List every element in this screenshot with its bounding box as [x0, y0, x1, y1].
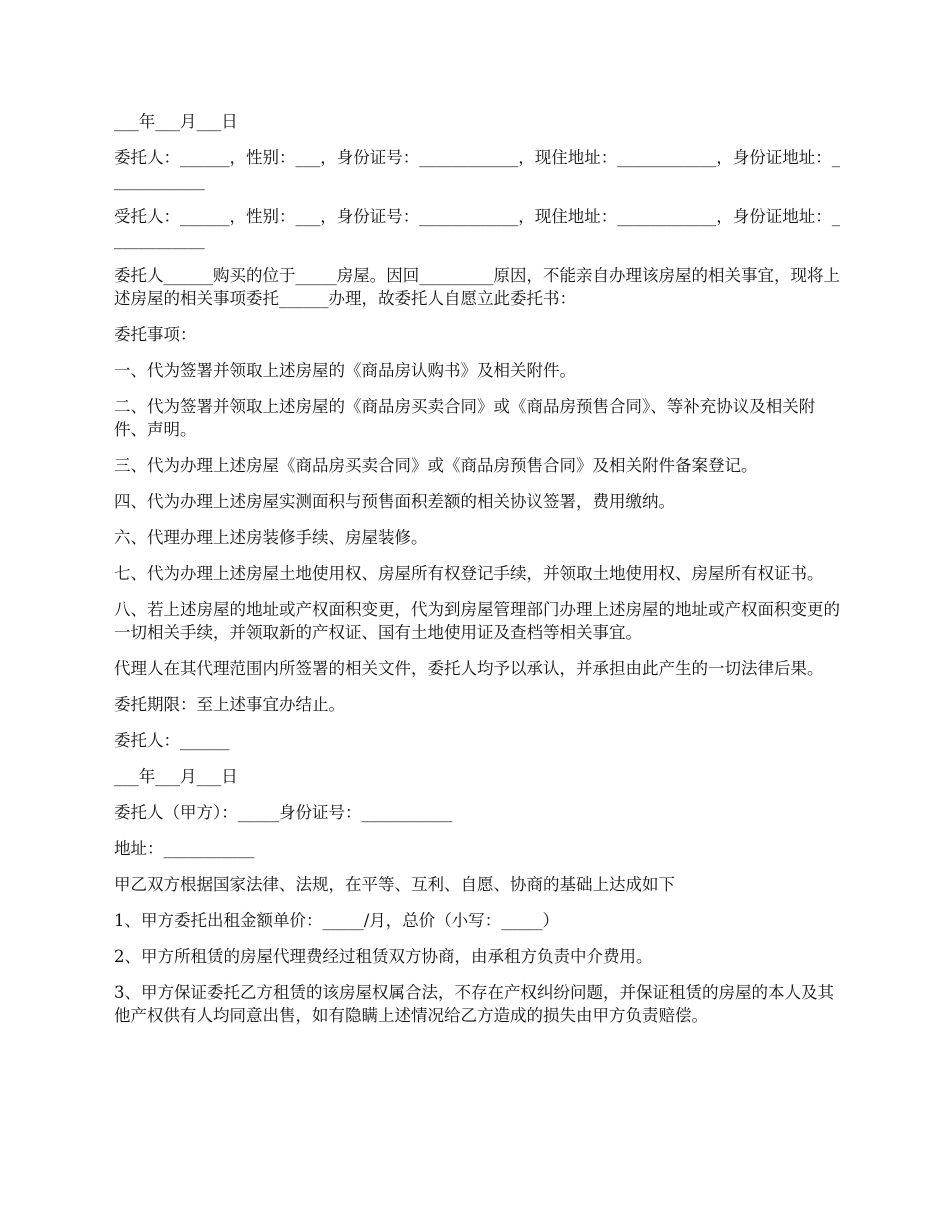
- entrustment-statement: 委托人______购买的位于_____房屋。因回_________原因，不能亲自办理该房屋的相关事宜，现将上述房屋的相关事项委托______办理，故委托人自愿立此委托书：: [114, 266, 840, 308]
- agreement-preamble: 甲乙双方根据国家法律、法规，在平等、互利、自愿、协商的基础上达成如下: [114, 875, 675, 894]
- address-line: 地址：___________: [114, 839, 255, 858]
- matter-item-4: 四、代为办理上述房屋实测面积与预售面积差额的相关协议签署，费用缴纳。: [114, 492, 675, 511]
- agent-info: 受托人：______，性别：___，身份证号：____________，现住地址：____________，身份证地址：____________: [114, 207, 840, 249]
- acknowledgement-clause: 代理人在其代理范围内所签署的相关文件，委托人均予以承认，并承担由此产生的一切法律后果。: [114, 659, 824, 678]
- matters-heading: 委托事项：: [114, 325, 197, 344]
- matter-item-1: 一、代为签署并领取上述房屋的《商品房认购书》及相关附件。: [114, 361, 576, 380]
- signature-date-line: ___年___月___日: [114, 767, 238, 786]
- document-body: [114, 110, 840, 1040]
- entrustment-period: 委托期限：至上述事宜办结止。: [114, 695, 345, 714]
- matter-item-6: 六、代理办理上述房装修手续、房屋装修。: [114, 528, 428, 547]
- date-line: ___年___月___日: [114, 112, 238, 131]
- principal-info: 委托人：______，性别：___，身份证号：____________，现住地址：____________，身份证地址：____________: [114, 148, 840, 190]
- matter-item-3: 三、代为办理上述房屋《商品房买卖合同》或《商品房预售合同》及相关附件备案登记。: [114, 456, 758, 475]
- matter-item-2: 二、代为签署并领取上述房屋的《商品房买卖合同》或《商品房预售合同》、等补充协议及相关附件、声明。: [114, 397, 816, 439]
- principal-signature: 委托人：______: [114, 731, 230, 750]
- clause-2: 2、甲方所租赁的房屋代理费经过租赁双方协商，由承租方负责中介费用。: [114, 947, 653, 966]
- matter-item-8: 八、若上述房屋的地址或产权面积变更，代为到房屋管理部门办理上述房屋的地址或产权面积变更的一切相关手续，并领取新的产权证、国有土地使用证及查档等相关事宜。: [114, 600, 840, 642]
- clause-3: 3、甲方保证委托乙方租赁的该房屋权属合法，不存在产权纠纷问题，并保证租赁的房屋的本人及其他产权供有人均同意出售，如有隐瞒上述情况给乙方造成的损失由甲方负责赔偿。: [114, 983, 834, 1025]
- clause-1: 1、甲方委托出租金额单价：_____/月，总价（小写：_____）: [114, 911, 560, 930]
- party-a-info: 委托人（甲方）：_____身份证号：___________: [114, 803, 453, 822]
- matter-item-7: 七、代为办理上述房屋土地使用权、房屋所有权登记手续，并领取土地使用权、房屋所有权证书。: [114, 564, 824, 583]
